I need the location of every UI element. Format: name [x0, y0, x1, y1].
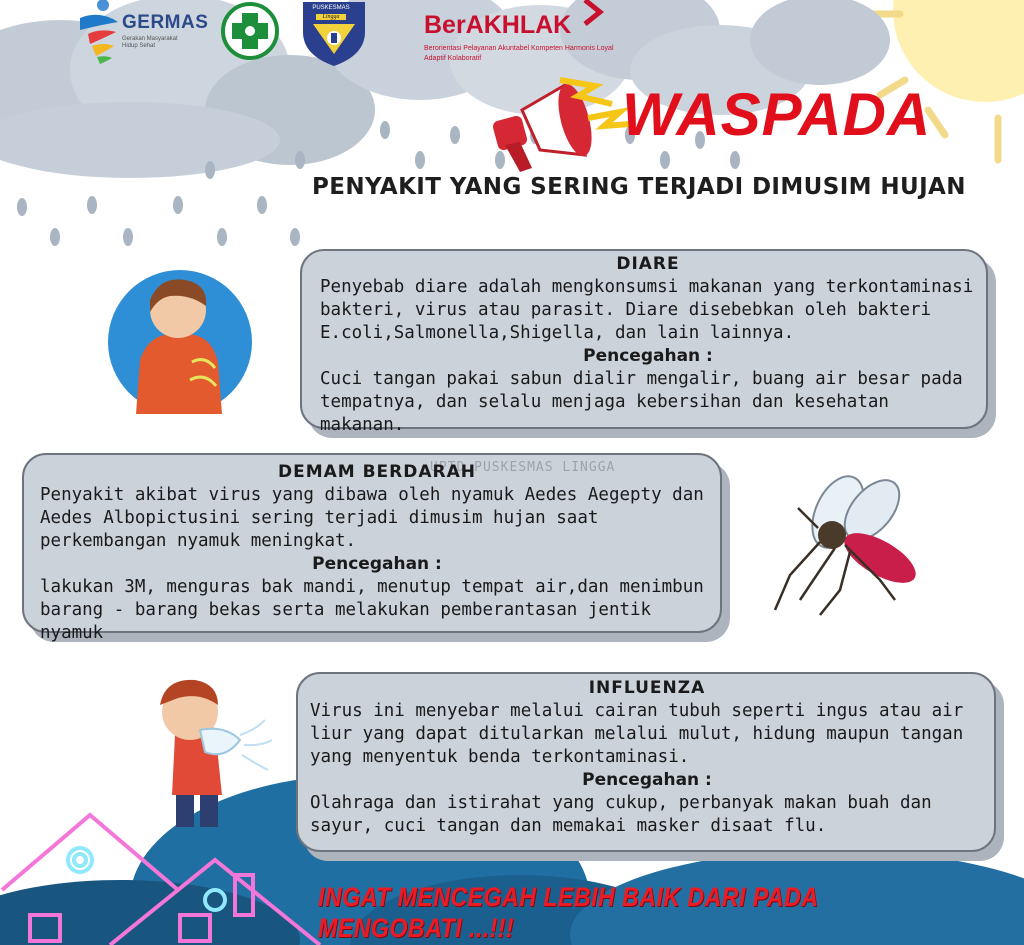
page-subtitle: PENYAKIT YANG SERING TERJADI DIMUSIM HUJAN — [312, 174, 966, 200]
info-card-demam-berdarah — [22, 453, 722, 643]
puskesmas-logo-tag: Lingga — [316, 14, 346, 20]
prevention-label: Pencegahan : — [583, 346, 713, 366]
health-cross-logo-icon — [223, 4, 277, 58]
card-prevention: lakukan 3M, menguras bak mandi, menutup tempat air,dan menimbun barang - barang bekas serta melakukan pemberantasan jentik nyamuk — [40, 577, 704, 643]
berakhlak-logo-subtitle: Berorientasi Pelayanan Akuntabel Kompeten Harmonis Loyal Adaptif Kolaboratif — [424, 45, 614, 62]
card-description: Penyebab diare adalah mengkonsumsi makanan yang terkontaminasi bakteri, virus atau parasit. Diare disebebkan oleh bakteri E.coli,Salmonella,Shigella, dan lain lainnya. — [320, 277, 974, 343]
card-title: INFLUENZA — [588, 678, 706, 698]
card-description: Virus ini menyebar melalui cairan tubuh seperti ingus atau air liur yang dapat ditularkan melalui mulut, hidung maupun tangan yang menyentuk benda terkontaminasi. — [310, 701, 964, 767]
page-title: WASPADA — [622, 81, 932, 148]
info-card-diare — [300, 249, 988, 435]
footer-slogan: INGAT MENCEGAH LEBIH BAIK DARI PADA MENGOBATI ...!!! — [318, 882, 818, 943]
prevention-label: Pencegahan : — [312, 554, 442, 574]
sick-child-diare-illustration — [108, 270, 252, 414]
watermark: UPTD PUSKESMAS LINGGA — [430, 460, 616, 475]
card-prevention: Cuci tangan pakai sabun dialir mengalir, buang air besar pada tempatnya, dan selalu menjaga kebersihan dan kesehatan makanan. — [320, 369, 963, 435]
berakhlak-logo-title: BerAKHLAK — [424, 11, 572, 39]
card-description: Penyakit akibat virus yang dibawa oleh nyamuk Aedes Aegepty dan Aedes Albopictusini sering terjadi dimusim hujan saat perkembangan nyamuk meningkat. — [40, 485, 704, 551]
germas-logo-subtitle: Gerakan Masyarakat Hidup Sehat — [122, 36, 178, 49]
card-title: DIARE — [616, 254, 680, 274]
prevention-label: Pencegahan : — [582, 770, 712, 790]
germas-logo-title: GERMAS — [122, 12, 209, 33]
info-card-influenza — [296, 672, 996, 852]
mosquito-illustration — [775, 468, 923, 615]
puskesmas-logo-name: PUSKESMAS — [312, 5, 350, 11]
card-title: DEMAM BERDARAH — [277, 462, 477, 482]
card-prevention: Olahraga dan istirahat yang cukup, perbanyak makan buah dan sayur, cuci tangan dan memakai masker disaat flu. — [310, 793, 932, 836]
